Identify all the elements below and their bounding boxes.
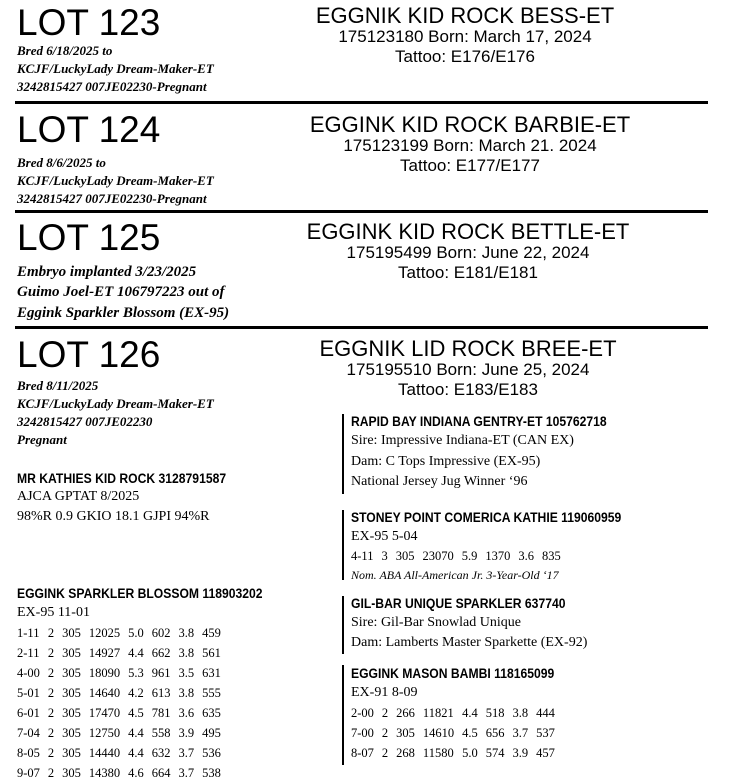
sire-name: MR KATHIES KID ROCK 3128791587 <box>17 471 227 486</box>
record-cell: 656 <box>485 726 505 740</box>
registration-born: 175123180 Born: March 17, 2024 <box>338 27 592 46</box>
record-cell: 3.9 <box>178 726 195 740</box>
record-cell: 632 <box>151 746 171 760</box>
record-cell: 518 <box>485 706 505 720</box>
record-cell: 14610 <box>422 726 455 740</box>
cow-name: EGGINK KID ROCK BETTLE-ET <box>306 219 630 244</box>
section-divider <box>15 326 708 329</box>
record-row <box>17 663 229 683</box>
record-cell: 3.8 <box>178 686 195 700</box>
breeding-note-line: Bred 6/18/2025 to <box>17 43 113 58</box>
record-cell: 664 <box>151 766 171 780</box>
record-cell: 2 <box>47 746 55 760</box>
record-cell: 14380 <box>88 766 121 780</box>
record-cell: 6-01 <box>17 706 40 720</box>
record-cell: 305 <box>62 626 81 640</box>
record-cell: 602 <box>151 626 171 640</box>
tattoo: Tattoo: E181/E181 <box>398 263 538 282</box>
record-cell: 5.9 <box>461 549 478 563</box>
record-cell: 8-07 <box>351 746 374 760</box>
record-cell: 268 <box>396 746 415 760</box>
breeding-note-line: Eggink Sparkler Blossom (EX-95) <box>17 305 230 321</box>
record-cell: 2 <box>47 706 55 720</box>
record-cell: 536 <box>202 746 221 760</box>
record-cell: 537 <box>536 726 555 740</box>
pedigree-name: EGGINK MASON BAMBI 118165099 <box>351 666 555 681</box>
record-cell: 459 <box>202 626 221 640</box>
record-cell: 4.6 <box>128 766 144 780</box>
dam-name: EGGINK SPARKLER BLOSSOM 118903202 <box>17 586 263 601</box>
dam-records-table <box>17 623 229 783</box>
record-row <box>17 743 229 763</box>
record-cell: 3 <box>381 549 388 563</box>
record-cell: 555 <box>202 686 221 700</box>
record-cell: 961 <box>151 666 171 680</box>
record-cell: 7-04 <box>17 726 40 740</box>
record-cell: 2 <box>47 726 55 740</box>
record-cell: 5-01 <box>17 686 40 700</box>
record-cell: 4.2 <box>128 686 144 700</box>
record-cell: 3.8 <box>178 626 195 640</box>
cow-name: EGGINK KID ROCK BARBIE-ET <box>309 112 631 137</box>
record-row <box>17 643 229 663</box>
record-cell: 305 <box>62 646 81 660</box>
record-row <box>17 623 229 643</box>
breeding-note-line: Pregnant <box>17 432 67 447</box>
record-cell: 495 <box>202 726 221 740</box>
record-cell: 1370 <box>485 549 511 563</box>
record-cell: 305 <box>395 549 415 563</box>
pedigree-records-table <box>351 703 563 763</box>
record-cell: 305 <box>396 726 415 740</box>
record-cell: 1-11 <box>17 626 40 640</box>
section-divider <box>15 210 708 213</box>
record-cell: 631 <box>202 666 221 680</box>
record-cell: 781 <box>151 706 171 720</box>
record-cell: 3.7 <box>512 726 529 740</box>
record-cell: 9-07 <box>17 766 40 780</box>
record-cell: 5.0 <box>462 746 478 760</box>
record-cell: 4.5 <box>128 706 144 720</box>
record-cell: 266 <box>396 706 415 720</box>
lot-number: LOT 124 <box>17 109 161 150</box>
record-cell: 2-11 <box>17 646 40 660</box>
pedigree-bracket <box>342 665 344 765</box>
record-cell: 4.5 <box>462 726 478 740</box>
record-cell: 2 <box>47 766 55 780</box>
pedigree-name: RAPID BAY INDIANA GENTRY-ET 105762718 <box>351 414 607 429</box>
pedigree-line: Dam: C Tops Impressive (EX-95) <box>351 454 541 469</box>
tattoo: Tattoo: E176/E176 <box>395 47 535 66</box>
cow-name: EGGNIK KID ROCK BESS-ET <box>315 3 615 28</box>
record-cell: 3.7 <box>178 746 195 760</box>
record-cell: 558 <box>151 726 171 740</box>
record-cell: 4.4 <box>462 706 478 720</box>
record-cell: 4.4 <box>128 646 144 660</box>
pedigree-records-table <box>351 546 569 566</box>
record-cell: 305 <box>62 666 81 680</box>
record-cell: 635 <box>202 706 221 720</box>
pedigree-line: Dam: Lamberts Master Sparkette (EX-92) <box>351 635 588 650</box>
record-cell: 2-00 <box>351 706 374 720</box>
pedigree-note: Nom. ABA All-American Jr. 3-Year-Old ‘17 <box>351 568 559 582</box>
record-cell: 12025 <box>88 626 121 640</box>
record-cell: 3.6 <box>178 706 195 720</box>
record-row <box>351 723 563 743</box>
pedigree-bracket <box>342 414 344 494</box>
record-cell: 12750 <box>88 726 121 740</box>
record-cell: 2 <box>47 666 55 680</box>
sire-line: 98%R 0.9 GKIO 18.1 GJPI 94%R <box>17 509 210 524</box>
record-cell: 305 <box>62 726 81 740</box>
record-cell: 305 <box>62 706 81 720</box>
record-row <box>351 546 569 566</box>
registration-born: 175195499 Born: June 22, 2024 <box>346 243 590 262</box>
record-cell: 662 <box>151 646 171 660</box>
record-cell: 2 <box>47 646 55 660</box>
record-cell: 3.8 <box>512 706 529 720</box>
record-cell: 561 <box>202 646 221 660</box>
pedigree-bracket <box>342 510 344 580</box>
record-cell: 538 <box>202 766 221 780</box>
record-row <box>17 703 229 723</box>
record-cell: 305 <box>62 766 81 780</box>
record-cell: 5.0 <box>128 626 144 640</box>
pedigree-name: STONEY POINT COMERICA KATHIE 119060959 <box>351 510 622 525</box>
record-cell: 305 <box>62 686 81 700</box>
breeding-note-line: KCJF/LuckyLady Dream-Maker-ET <box>17 173 214 188</box>
record-row <box>17 723 229 743</box>
breeding-note-line: 3242815427 007JE02230 <box>17 414 153 429</box>
record-cell: 5.3 <box>128 666 144 680</box>
sire-line: AJCA GPTAT 8/2025 <box>17 489 140 504</box>
pedigree-name: GIL-BAR UNIQUE SPARKLER 637740 <box>351 596 566 611</box>
record-cell: 4-00 <box>17 666 40 680</box>
record-cell: 2 <box>47 626 55 640</box>
cow-name: EGGNIK LID ROCK BREE-ET <box>319 336 617 361</box>
record-cell: 3.9 <box>512 746 529 760</box>
lot-number: LOT 125 <box>17 217 161 258</box>
breeding-note-line: 3242815427 007JE02230-Pregnant <box>17 79 207 94</box>
pedigree-classification: EX-91 8-09 <box>351 685 418 700</box>
record-cell: 2 <box>47 686 55 700</box>
record-cell: 4-11 <box>351 549 374 563</box>
record-cell: 2 <box>381 746 389 760</box>
record-cell: 8-05 <box>17 746 40 760</box>
record-row <box>351 743 563 763</box>
lot-number: LOT 123 <box>17 2 161 43</box>
breeding-note-line: Bred 8/11/2025 <box>17 378 99 393</box>
record-cell: 457 <box>536 746 555 760</box>
record-row <box>17 683 229 703</box>
record-cell: 305 <box>62 746 81 760</box>
breeding-note-line: KCJF/LuckyLady Dream-Maker-ET <box>17 61 214 76</box>
record-cell: 3.5 <box>178 666 195 680</box>
record-cell: 613 <box>151 686 171 700</box>
record-row <box>351 703 563 723</box>
record-cell: 11580 <box>422 746 454 760</box>
breeding-note-line: 3242815427 007JE02230-Pregnant <box>17 191 207 206</box>
breeding-note-line: Guimo Joel-ET 106797223 out of <box>17 284 225 300</box>
record-cell: 574 <box>485 746 505 760</box>
record-cell: 4.4 <box>128 746 144 760</box>
section-divider <box>15 101 708 104</box>
record-cell: 2 <box>381 726 389 740</box>
tattoo: Tattoo: E177/E177 <box>400 156 540 175</box>
pedigree-line: National Jersey Jug Winner ‘96 <box>351 474 528 489</box>
record-row <box>17 763 229 783</box>
registration-born: 175195510 Born: June 25, 2024 <box>346 360 590 379</box>
pedigree-bracket <box>342 596 344 654</box>
record-cell: 7-00 <box>351 726 374 740</box>
tattoo: Tattoo: E183/E183 <box>398 380 538 399</box>
record-cell: 23070 <box>422 549 454 563</box>
dam-classification: EX-95 11-01 <box>17 605 90 620</box>
breeding-note-line: Bred 8/6/2025 to <box>17 155 106 170</box>
breeding-note-line: KCJF/LuckyLady Dream-Maker-ET <box>17 396 214 411</box>
record-cell: 3.8 <box>178 646 195 660</box>
registration-born: 175123199 Born: March 21. 2024 <box>343 136 597 155</box>
record-cell: 3.6 <box>518 549 534 563</box>
record-cell: 18090 <box>88 666 121 680</box>
record-cell: 11821 <box>422 706 454 720</box>
record-cell: 4.4 <box>128 726 144 740</box>
record-cell: 444 <box>536 706 555 720</box>
record-cell: 2 <box>381 706 389 720</box>
breeding-note-line: Embryo implanted 3/23/2025 <box>17 264 197 280</box>
record-cell: 14927 <box>88 646 121 660</box>
record-cell: 14440 <box>88 746 121 760</box>
record-cell: 835 <box>541 549 561 563</box>
pedigree-classification: EX-95 5-04 <box>351 529 418 544</box>
record-cell: 14640 <box>88 686 121 700</box>
lot-number: LOT 126 <box>17 334 161 375</box>
pedigree-line: Sire: Gil-Bar Snowlad Unique <box>351 615 521 630</box>
record-cell: 17470 <box>88 706 121 720</box>
pedigree-line: Sire: Impressive Indiana-ET (CAN EX) <box>351 433 574 448</box>
record-cell: 3.7 <box>178 766 195 780</box>
